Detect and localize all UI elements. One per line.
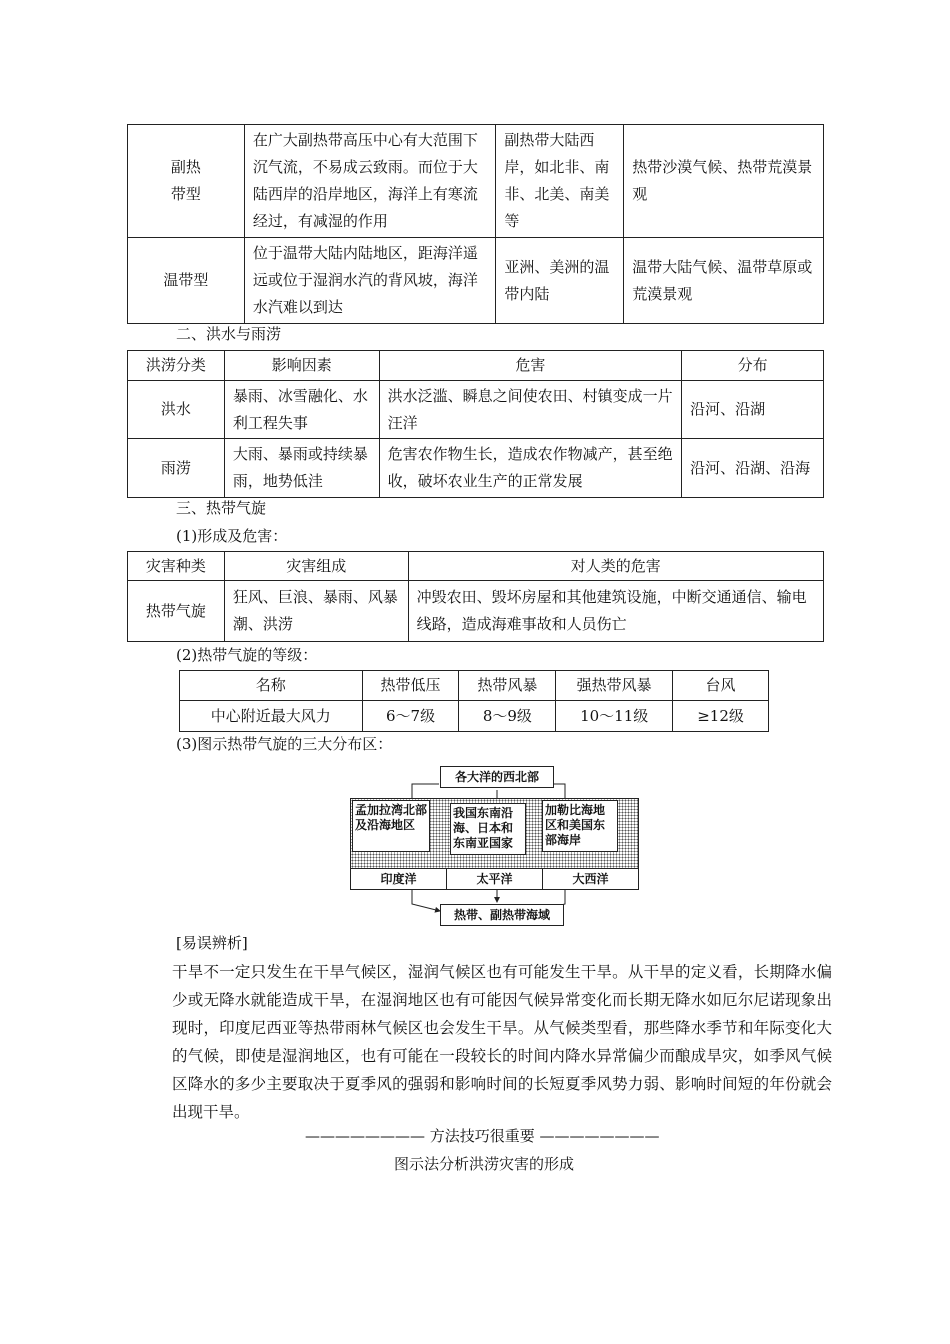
cyclone-grade-table [179, 670, 769, 732]
section-heading: 二、洪水与雨涝 [176, 325, 282, 343]
section-divider: ———————— 方法技巧很重要 ———————— [305, 1127, 660, 1145]
grade-cell: ≥12级 [673, 701, 769, 732]
column-header: 热带低压 [362, 671, 459, 701]
table-header-row [180, 671, 769, 701]
region-cell: 副热带大陆西岸，如北非、南非、北美、南美等 [496, 125, 624, 238]
table-header-row [128, 351, 824, 381]
region-cell: 亚洲、美洲的温带内陆 [496, 238, 624, 324]
subheading: (3)图示热带气旋的三大分布区： [176, 735, 393, 753]
distribution-cell: 沿河、沿湖 [682, 381, 824, 439]
drought-type-table [127, 124, 824, 324]
method-title: 图示法分析洪涝灾害的形成 [394, 1155, 575, 1173]
flood-table [127, 350, 824, 498]
factor-cell: 暴雨、冰雪融化、水利工程失事 [224, 381, 379, 439]
harm-cell: 冲毁农田、毁坏房屋和其他建筑设施，中断交通通信、输电线路，造成海难事故和人员伤亡 [408, 581, 823, 642]
table-row [128, 439, 824, 498]
diagram-top-box: 各大洋的西北部 [440, 766, 554, 788]
diagram-bottom-box: 热带、副热带海域 [440, 904, 564, 926]
region-box-caribbean: 加勒比海地区和美国东部海岸 [542, 800, 618, 852]
cyclone-distribution-diagram [340, 760, 640, 930]
cause-cell: 在广大副热带高压中心有大范围下沉气流，不易成云致雨。而位于大陆西岸的沿岸地区，海洋上有寒流经过，有减湿的作用 [244, 125, 496, 238]
table-row [128, 581, 824, 642]
column-header: 名称 [180, 671, 363, 701]
ocean-label: 印度洋 [351, 869, 447, 889]
ocean-label: 大西洋 [572, 872, 609, 886]
drought-type-cell: 温带型 [128, 238, 245, 324]
grade-cell: 8～9级 [459, 701, 556, 732]
table-row [128, 238, 824, 324]
subheading: (1)形成及危害： [176, 527, 288, 545]
column-header: 影响因素 [224, 351, 379, 381]
composition-cell: 狂风、巨浪、暴雨、风暴潮、洪涝 [224, 581, 408, 642]
distribution-cell: 沿河、沿湖、沿海 [682, 439, 824, 498]
row-label-cell: 中心附近最大风力 [180, 701, 363, 732]
grade-cell: 10～11级 [556, 701, 673, 732]
grade-cell: 6～7级 [362, 701, 459, 732]
region-box-bay-of-bengal: 孟加拉湾北部及沿海地区 [352, 800, 430, 852]
column-header: 台风 [673, 671, 769, 701]
flood-type-cell: 雨涝 [128, 439, 225, 498]
column-header: 洪涝分类 [128, 351, 225, 381]
landscape-cell: 温带大陆气候、温带草原或荒漠景观 [624, 238, 824, 324]
subheading: (2)热带气旋的等级： [176, 646, 318, 664]
column-header: 危害 [379, 351, 682, 381]
table-header-row [128, 552, 824, 581]
column-header: 分布 [682, 351, 824, 381]
flood-type-cell: 洪水 [128, 381, 225, 439]
ocean-labels-row [350, 868, 639, 890]
column-header: 对人类的危害 [408, 552, 823, 581]
table-row [128, 381, 824, 439]
ocean-label: 太平洋 [447, 869, 543, 889]
table-row [128, 125, 824, 238]
table-row [180, 701, 769, 732]
cyclone-hazard-table [127, 551, 824, 642]
analysis-tag: [易误辨析] [176, 934, 248, 952]
column-header: 强热带风暴 [556, 671, 673, 701]
cause-cell: 位于温带大陆内陆地区，距海洋遥远或位于湿润水汽的背风坡，海洋水汽难以到达 [244, 238, 496, 324]
landscape-cell: 热带沙漠气候、热带荒漠景观 [624, 125, 824, 238]
drought-type-cell: 副热 带型 [128, 125, 245, 238]
column-header: 灾害组成 [224, 552, 408, 581]
harm-cell: 危害农作物生长，造成农作物减产，甚至绝收，破坏农业生产的正常发展 [379, 439, 682, 498]
hazard-type-cell: 热带气旋 [128, 581, 225, 642]
column-header: 热带风暴 [459, 671, 556, 701]
region-box-east-asia: 我国东南沿海、日本和东南亚国家 [450, 803, 526, 855]
analysis-paragraph: 干旱不一定只发生在干旱气候区，湿润气候区也有可能发生干旱。从干旱的定义看，长期降水偏少或无降水就能造成干旱，在湿润地区也有可能因气候异常变化而长期无降水如厄尔尼诺现象出现时，印度尼西亚等热带雨林气候区也会发生干旱。从气候类型看，那些降水季节和年际变化大的气候，即使是湿润地区，也有可能在一段较长的时间内降水异常偏少而酿成旱灾，如季风气候区降水的多少主要取决于夏季风的强弱和影响时间的长短夏季风势力弱、影响时间短的年份就会出现干旱。 [172, 963, 832, 1121]
harm-cell: 洪水泛滥、瞬息之间使农田、村镇变成一片汪洋 [379, 381, 682, 439]
factor-cell: 大雨、暴雨或持续暴雨，地势低洼 [224, 439, 379, 498]
column-header: 灾害种类 [128, 552, 225, 581]
section-heading: 三、热带气旋 [176, 499, 267, 517]
